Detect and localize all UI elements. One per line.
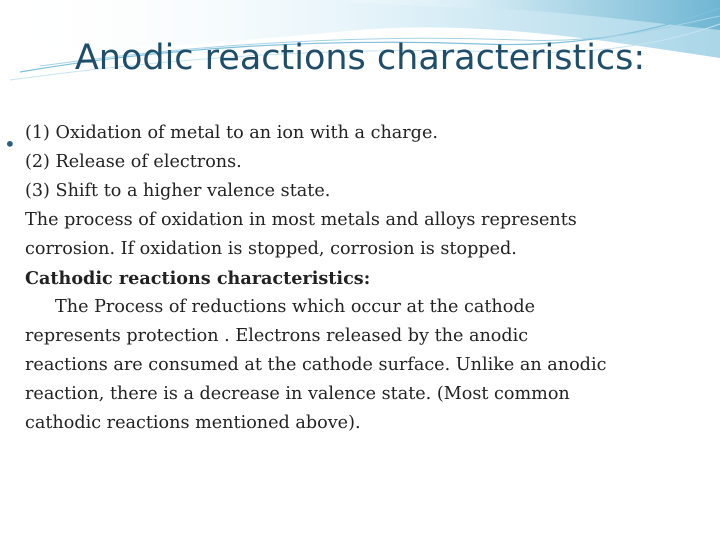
body-line: (1) Oxidation of metal to an ion with a charge. [25, 123, 438, 143]
body-line: reactions are consumed at the cathode surface. Unlike an anodic [25, 355, 607, 375]
body-line: represents protection . Electrons released by the anodic [25, 326, 529, 346]
body-line: reaction, there is a decrease in valence state. (Most common [25, 384, 570, 404]
body-line: (3) Shift to a higher valence state. [25, 181, 331, 201]
slide-title: Anodic reactions characteristics: [74, 38, 646, 78]
body-line: (2) Release of electrons. [25, 152, 242, 172]
bullet-marker: • [4, 132, 16, 156]
section-heading: Cathodic reactions characteristics: [25, 268, 371, 289]
body-line: cathodic reactions mentioned above). [25, 413, 361, 433]
slide-body [25, 119, 715, 438]
body-line: The Process of reductions which occur at the cathode [55, 297, 536, 317]
body-line: The process of oxidation in most metals and alloys represents [25, 210, 577, 230]
body-line: corrosion. If oxidation is stopped, corrosion is stopped. [25, 239, 517, 259]
